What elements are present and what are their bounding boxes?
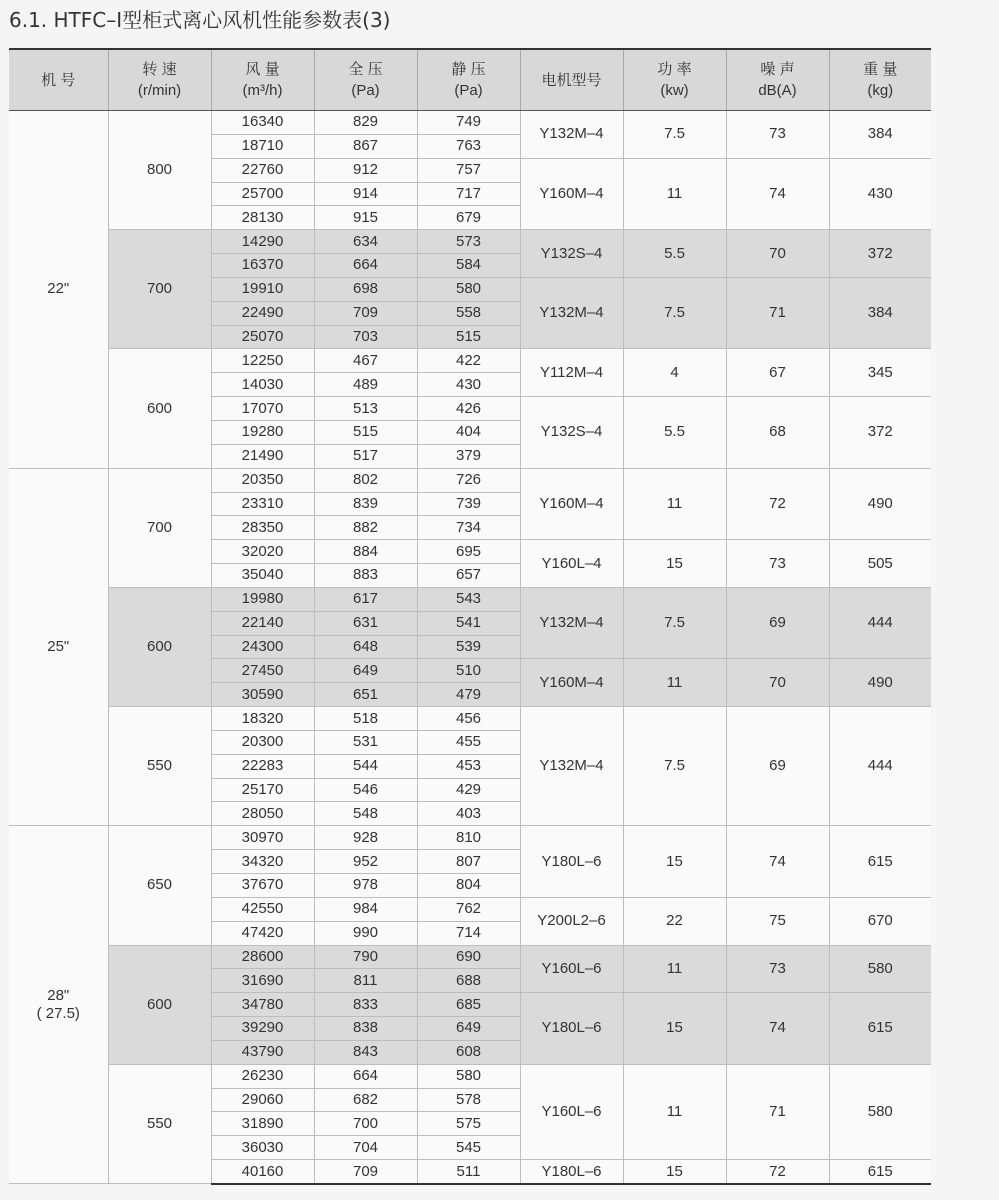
airflow-cell: 19910 (211, 277, 314, 301)
static-pressure-cell: 749 (417, 111, 520, 135)
power-cell: 11 (623, 659, 726, 707)
noise-cell: 70 (726, 659, 829, 707)
total-pressure-cell: 883 (314, 564, 417, 588)
speed-cell: 800 (108, 111, 211, 230)
static-pressure-cell: 717 (417, 182, 520, 206)
airflow-cell: 20300 (211, 730, 314, 754)
column-header-motor-type (520, 49, 623, 111)
motor-type-cell: Y132S–4 (520, 230, 623, 278)
airflow-cell: 28050 (211, 802, 314, 826)
total-pressure-cell: 531 (314, 730, 417, 754)
column-header-unit: (r/min) (137, 82, 182, 99)
total-pressure-cell: 648 (314, 635, 417, 659)
static-pressure-cell: 430 (417, 373, 520, 397)
power-cell: 15 (623, 993, 726, 1065)
performance-table (9, 48, 931, 1185)
power-cell: 11 (623, 468, 726, 540)
power-cell: 7.5 (623, 111, 726, 159)
weight-cell: 490 (829, 468, 931, 540)
power-cell: 15 (623, 540, 726, 588)
column-header-unit: dB(A) (758, 82, 797, 99)
weight-cell: 615 (829, 1160, 931, 1184)
static-pressure-cell: 762 (417, 897, 520, 921)
total-pressure-cell: 928 (314, 826, 417, 850)
table-row (9, 587, 931, 611)
noise-cell: 73 (726, 111, 829, 159)
column-header-model-no (9, 49, 108, 111)
motor-type-cell: Y132M–4 (520, 111, 623, 159)
airflow-cell: 42550 (211, 897, 314, 921)
airflow-cell: 32020 (211, 540, 314, 564)
model-name-alt: ( 27.5) (36, 1004, 80, 1022)
static-pressure-cell: 429 (417, 778, 520, 802)
noise-cell: 74 (726, 158, 829, 230)
total-pressure-cell: 839 (314, 492, 417, 516)
motor-type-cell: Y132M–4 (520, 587, 623, 659)
airflow-cell: 31690 (211, 969, 314, 993)
airflow-cell: 23310 (211, 492, 314, 516)
model-cell (9, 826, 108, 1184)
column-header-airflow (211, 49, 314, 111)
speed-cell: 550 (108, 1064, 211, 1184)
motor-type-cell: Y132M–4 (520, 707, 623, 826)
model-cell (9, 468, 108, 826)
table-row (9, 945, 931, 969)
power-cell: 11 (623, 158, 726, 230)
total-pressure-cell: 517 (314, 444, 417, 468)
static-pressure-cell: 739 (417, 492, 520, 516)
column-header-label: 机 号 (41, 71, 76, 89)
column-header-noise (726, 49, 829, 111)
static-pressure-cell: 545 (417, 1136, 520, 1160)
static-pressure-cell: 426 (417, 397, 520, 421)
total-pressure-cell: 546 (314, 778, 417, 802)
noise-cell: 69 (726, 587, 829, 659)
power-cell: 5.5 (623, 397, 726, 469)
total-pressure-cell: 912 (314, 158, 417, 182)
column-header-label: 转 速 (142, 61, 177, 78)
total-pressure-cell: 631 (314, 611, 417, 635)
total-pressure-cell: 838 (314, 1017, 417, 1041)
weight-cell: 384 (829, 111, 931, 159)
table-row (9, 826, 931, 850)
total-pressure-cell: 914 (314, 182, 417, 206)
static-pressure-cell: 543 (417, 587, 520, 611)
column-header-unit: (kw) (660, 82, 689, 99)
airflow-cell: 28600 (211, 945, 314, 969)
motor-type-cell: Y132M–4 (520, 277, 623, 349)
weight-cell: 372 (829, 397, 931, 469)
static-pressure-cell: 688 (417, 969, 520, 993)
total-pressure-cell: 617 (314, 587, 417, 611)
table-row (9, 468, 931, 492)
motor-type-cell: Y200L2–6 (520, 897, 623, 945)
column-header-speed (108, 49, 211, 111)
airflow-cell: 47420 (211, 921, 314, 945)
airflow-cell: 35040 (211, 564, 314, 588)
total-pressure-cell: 867 (314, 134, 417, 158)
airflow-cell: 21490 (211, 444, 314, 468)
column-header-weight (829, 49, 931, 111)
static-pressure-cell: 679 (417, 206, 520, 230)
static-pressure-cell: 580 (417, 1064, 520, 1088)
airflow-cell: 26230 (211, 1064, 314, 1088)
static-pressure-cell: 539 (417, 635, 520, 659)
speed-cell: 600 (108, 945, 211, 1064)
total-pressure-cell: 700 (314, 1112, 417, 1136)
speed-cell: 700 (108, 468, 211, 587)
airflow-cell: 12250 (211, 349, 314, 373)
static-pressure-cell: 580 (417, 277, 520, 301)
airflow-cell: 43790 (211, 1040, 314, 1064)
total-pressure-cell: 634 (314, 230, 417, 254)
column-header-static-pressure (417, 49, 520, 111)
total-pressure-cell: 682 (314, 1088, 417, 1112)
table-row (9, 111, 931, 135)
static-pressure-cell: 541 (417, 611, 520, 635)
total-pressure-cell: 709 (314, 301, 417, 325)
column-header-unit: (kg) (867, 82, 894, 99)
noise-cell: 73 (726, 540, 829, 588)
noise-cell: 72 (726, 468, 829, 540)
total-pressure-cell: 703 (314, 325, 417, 349)
speed-cell: 550 (108, 707, 211, 826)
power-cell: 7.5 (623, 707, 726, 826)
airflow-cell: 25170 (211, 778, 314, 802)
static-pressure-cell: 757 (417, 158, 520, 182)
total-pressure-cell: 467 (314, 349, 417, 373)
model-name: 25" (47, 637, 70, 655)
airflow-cell: 18710 (211, 134, 314, 158)
column-header-label: 噪 声 (760, 61, 795, 78)
airflow-cell: 14290 (211, 230, 314, 254)
airflow-cell: 37670 (211, 874, 314, 898)
column-header-label: 功 率 (657, 61, 692, 78)
airflow-cell: 22490 (211, 301, 314, 325)
total-pressure-cell: 649 (314, 659, 417, 683)
power-cell: 7.5 (623, 277, 726, 349)
page-title: 6.1. HTFC–Ⅰ型柜式离心风机性能参数表(3) (9, 8, 391, 32)
weight-cell: 384 (829, 277, 931, 349)
table-header (9, 49, 931, 111)
weight-cell: 615 (829, 826, 931, 898)
airflow-cell: 19980 (211, 587, 314, 611)
static-pressure-cell: 558 (417, 301, 520, 325)
noise-cell: 67 (726, 349, 829, 397)
column-header-unit: (Pa) (454, 82, 483, 99)
table-row (9, 707, 931, 731)
total-pressure-cell: 698 (314, 277, 417, 301)
airflow-cell: 28350 (211, 516, 314, 540)
total-pressure-cell: 544 (314, 754, 417, 778)
airflow-cell: 28130 (211, 206, 314, 230)
model-name: 28" (47, 986, 70, 1004)
motor-type-cell: Y160L–4 (520, 540, 623, 588)
static-pressure-cell: 404 (417, 420, 520, 444)
speed-cell: 600 (108, 587, 211, 706)
motor-type-cell: Y132S–4 (520, 397, 623, 469)
speed-cell: 600 (108, 349, 211, 468)
table-row (9, 349, 931, 373)
airflow-cell: 29060 (211, 1088, 314, 1112)
power-cell: 22 (623, 897, 726, 945)
static-pressure-cell: 379 (417, 444, 520, 468)
airflow-cell: 14030 (211, 373, 314, 397)
airflow-cell: 30970 (211, 826, 314, 850)
airflow-cell: 31890 (211, 1112, 314, 1136)
weight-cell: 670 (829, 897, 931, 945)
weight-cell: 372 (829, 230, 931, 278)
motor-type-cell: Y180L–6 (520, 1160, 623, 1184)
static-pressure-cell: 573 (417, 230, 520, 254)
total-pressure-cell: 489 (314, 373, 417, 397)
motor-type-cell: Y160M–4 (520, 468, 623, 540)
static-pressure-cell: 763 (417, 134, 520, 158)
weight-cell: 490 (829, 659, 931, 707)
airflow-cell: 16340 (211, 111, 314, 135)
weight-cell: 505 (829, 540, 931, 588)
table-row (9, 230, 931, 254)
static-pressure-cell: 479 (417, 683, 520, 707)
airflow-cell: 22140 (211, 611, 314, 635)
airflow-cell: 16370 (211, 254, 314, 278)
total-pressure-cell: 651 (314, 683, 417, 707)
airflow-cell: 20350 (211, 468, 314, 492)
noise-cell: 69 (726, 707, 829, 826)
total-pressure-cell: 984 (314, 897, 417, 921)
static-pressure-cell: 510 (417, 659, 520, 683)
static-pressure-cell: 608 (417, 1040, 520, 1064)
motor-type-cell: Y160L–6 (520, 1064, 623, 1159)
model-cell (9, 111, 108, 469)
total-pressure-cell: 882 (314, 516, 417, 540)
static-pressure-cell: 804 (417, 874, 520, 898)
column-header-unit: (m³/h) (242, 82, 283, 99)
total-pressure-cell: 978 (314, 874, 417, 898)
total-pressure-cell: 843 (314, 1040, 417, 1064)
total-pressure-cell: 709 (314, 1160, 417, 1184)
power-cell: 11 (623, 1064, 726, 1159)
static-pressure-cell: 578 (417, 1088, 520, 1112)
column-header-power (623, 49, 726, 111)
weight-cell: 444 (829, 587, 931, 659)
motor-type-cell: Y112M–4 (520, 349, 623, 397)
total-pressure-cell: 548 (314, 802, 417, 826)
power-cell: 11 (623, 945, 726, 993)
weight-cell: 345 (829, 349, 931, 397)
static-pressure-cell: 695 (417, 540, 520, 564)
power-cell: 4 (623, 349, 726, 397)
total-pressure-cell: 515 (314, 420, 417, 444)
column-header-label: 重 量 (863, 61, 898, 78)
static-pressure-cell: 714 (417, 921, 520, 945)
static-pressure-cell: 422 (417, 349, 520, 373)
power-cell: 7.5 (623, 587, 726, 659)
power-cell: 15 (623, 1160, 726, 1184)
airflow-cell: 36030 (211, 1136, 314, 1160)
weight-cell: 580 (829, 945, 931, 993)
noise-cell: 74 (726, 993, 829, 1065)
airflow-cell: 39290 (211, 1017, 314, 1041)
table-body (9, 111, 931, 1184)
static-pressure-cell: 403 (417, 802, 520, 826)
airflow-cell: 34780 (211, 993, 314, 1017)
total-pressure-cell: 802 (314, 468, 417, 492)
airflow-cell: 30590 (211, 683, 314, 707)
total-pressure-cell: 513 (314, 397, 417, 421)
column-header-label: 风 量 (245, 61, 280, 78)
static-pressure-cell: 511 (417, 1160, 520, 1184)
total-pressure-cell: 790 (314, 945, 417, 969)
static-pressure-cell: 657 (417, 564, 520, 588)
total-pressure-cell: 884 (314, 540, 417, 564)
airflow-cell: 17070 (211, 397, 314, 421)
weight-cell: 444 (829, 707, 931, 826)
noise-cell: 71 (726, 1064, 829, 1159)
airflow-cell: 19280 (211, 420, 314, 444)
airflow-cell: 22283 (211, 754, 314, 778)
static-pressure-cell: 456 (417, 707, 520, 731)
noise-cell: 74 (726, 826, 829, 898)
weight-cell: 615 (829, 993, 931, 1065)
airflow-cell: 40160 (211, 1160, 314, 1184)
table-row (9, 1064, 931, 1088)
column-header-label: 全 压 (348, 61, 383, 78)
total-pressure-cell: 811 (314, 969, 417, 993)
airflow-cell: 24300 (211, 635, 314, 659)
column-header-label: 电机型号 (541, 71, 602, 89)
noise-cell: 72 (726, 1160, 829, 1184)
total-pressure-cell: 704 (314, 1136, 417, 1160)
static-pressure-cell: 455 (417, 730, 520, 754)
airflow-cell: 27450 (211, 659, 314, 683)
total-pressure-cell: 915 (314, 206, 417, 230)
noise-cell: 73 (726, 945, 829, 993)
static-pressure-cell: 649 (417, 1017, 520, 1041)
total-pressure-cell: 829 (314, 111, 417, 135)
static-pressure-cell: 584 (417, 254, 520, 278)
static-pressure-cell: 575 (417, 1112, 520, 1136)
static-pressure-cell: 453 (417, 754, 520, 778)
speed-cell: 700 (108, 230, 211, 349)
airflow-cell: 25700 (211, 182, 314, 206)
noise-cell: 71 (726, 277, 829, 349)
column-header-unit: (Pa) (351, 82, 380, 99)
motor-type-cell: Y160L–6 (520, 945, 623, 993)
static-pressure-cell: 515 (417, 325, 520, 349)
total-pressure-cell: 664 (314, 1064, 417, 1088)
static-pressure-cell: 685 (417, 993, 520, 1017)
static-pressure-cell: 726 (417, 468, 520, 492)
model-name: 22" (47, 280, 70, 298)
airflow-cell: 18320 (211, 707, 314, 731)
static-pressure-cell: 810 (417, 826, 520, 850)
airflow-cell: 22760 (211, 158, 314, 182)
static-pressure-cell: 690 (417, 945, 520, 969)
column-header-total-pressure (314, 49, 417, 111)
airflow-cell: 34320 (211, 850, 314, 874)
total-pressure-cell: 664 (314, 254, 417, 278)
weight-cell: 580 (829, 1064, 931, 1159)
speed-cell: 650 (108, 826, 211, 945)
motor-type-cell: Y180L–6 (520, 826, 623, 898)
noise-cell: 75 (726, 897, 829, 945)
static-pressure-cell: 734 (417, 516, 520, 540)
power-cell: 15 (623, 826, 726, 898)
total-pressure-cell: 833 (314, 993, 417, 1017)
total-pressure-cell: 518 (314, 707, 417, 731)
noise-cell: 68 (726, 397, 829, 469)
noise-cell: 70 (726, 230, 829, 278)
power-cell: 5.5 (623, 230, 726, 278)
motor-type-cell: Y160M–4 (520, 158, 623, 230)
total-pressure-cell: 990 (314, 921, 417, 945)
motor-type-cell: Y180L–6 (520, 993, 623, 1065)
total-pressure-cell: 952 (314, 850, 417, 874)
static-pressure-cell: 807 (417, 850, 520, 874)
motor-type-cell: Y160M–4 (520, 659, 623, 707)
weight-cell: 430 (829, 158, 931, 230)
airflow-cell: 25070 (211, 325, 314, 349)
column-header-label: 静 压 (451, 61, 486, 78)
